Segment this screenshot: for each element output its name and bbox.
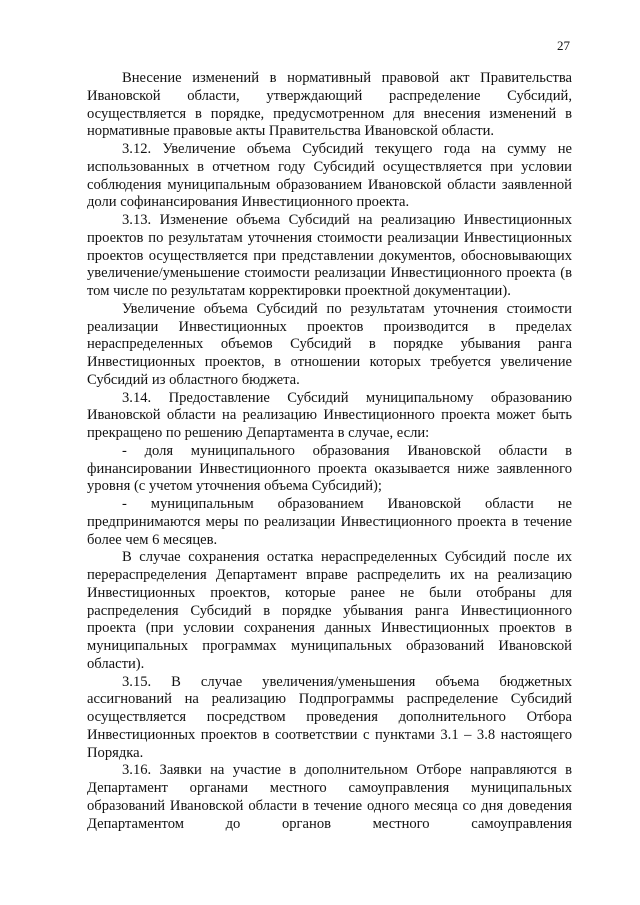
paragraph-3-13: 3.13. Изменение объема Субсидий на реализацию Инвестиционных проектов по результатам уточнения стоимости реализации Инвестиционных проектов осуществляется при представлении документов, обосновывающих увеличение/уменьшение стоимости реализации Инвестиционного проекта (в том числе по результатам корректировки проектной документации).	[87, 212, 572, 299]
document-body	[87, 70, 572, 833]
paragraph-3-15: 3.15. В случае увеличения/уменьшения объема бюджетных ассигнований на реализацию Подпрограммы распределение Субсидий осуществляется посредством проведения дополнительного Отбора Инвестиционных проектов в соответствии с пунктами 3.1 – 3.8 настоящего Порядка.	[87, 673, 572, 761]
list-item-funding-share: - доля муниципального образования Ивановской области в финансировании Инвестиционного проекта оказывается ниже заявленного уровня (с учетом уточнения объема Субсидий);	[87, 442, 572, 495]
list-item-no-measures: - муниципальным образованием Ивановской области не предпринимаются меры по реализации Инвестиционного проекта в течение более чем 6 месяцев.	[87, 496, 572, 548]
paragraph-3-12: 3.12. Увеличение объема Субсидий текущего года на сумму не использованных в отчетном году Субсидий осуществляется при условии соблюдения муниципальным образованием Ивановской области заявленной доли софинансирования Инвестиционного проекта.	[87, 141, 572, 211]
paragraph-remaining-subsidies: В случае сохранения остатка нераспределенных Субсидий после их перераспределения Департамент вправе распределить их на реализацию Инвестиционных проектов, которые ранее не были отобраны для распределения Субсидий в порядке убывания ранга Инвестиционного проекта (при условии сохранения данных Инвестиционных проектов в муниципальных программах муниципальных образований Ивановской области).	[87, 549, 572, 672]
paragraph-3-14: 3.14. Предоставление Субсидий муниципальному образованию Ивановской области на реализацию Инвестиционного проекта может быть прекращено по решению Департамента в случае, если:	[87, 389, 572, 441]
paragraph-3-16: 3.16. Заявки на участие в дополнительном Отборе направляются в Департамент органами местного самоуправления муниципальных образований Ивановской области в течение одного месяца со дня доведения Департаментом до органов местного самоуправления	[87, 762, 572, 832]
page-number: 27	[557, 38, 570, 53]
paragraph-subsidy-increase: Увеличение объема Субсидий по результатам уточнения стоимости реализации Инвестиционных проектов производится в пределах нераспределенных объемов Субсидий в порядке убывания ранга Инвестиционных проектов, в отношении которых требуется увеличение Субсидий из областного бюджета.	[87, 300, 572, 388]
paragraph-amendment-procedure: Внесение изменений в нормативный правовой акт Правительства Ивановской области, утверждающий распределение Субсидий, осуществляется в порядке, предусмотренном для внесения изменений в нормативные правовые акты Правительства Ивановской области.	[87, 70, 572, 140]
